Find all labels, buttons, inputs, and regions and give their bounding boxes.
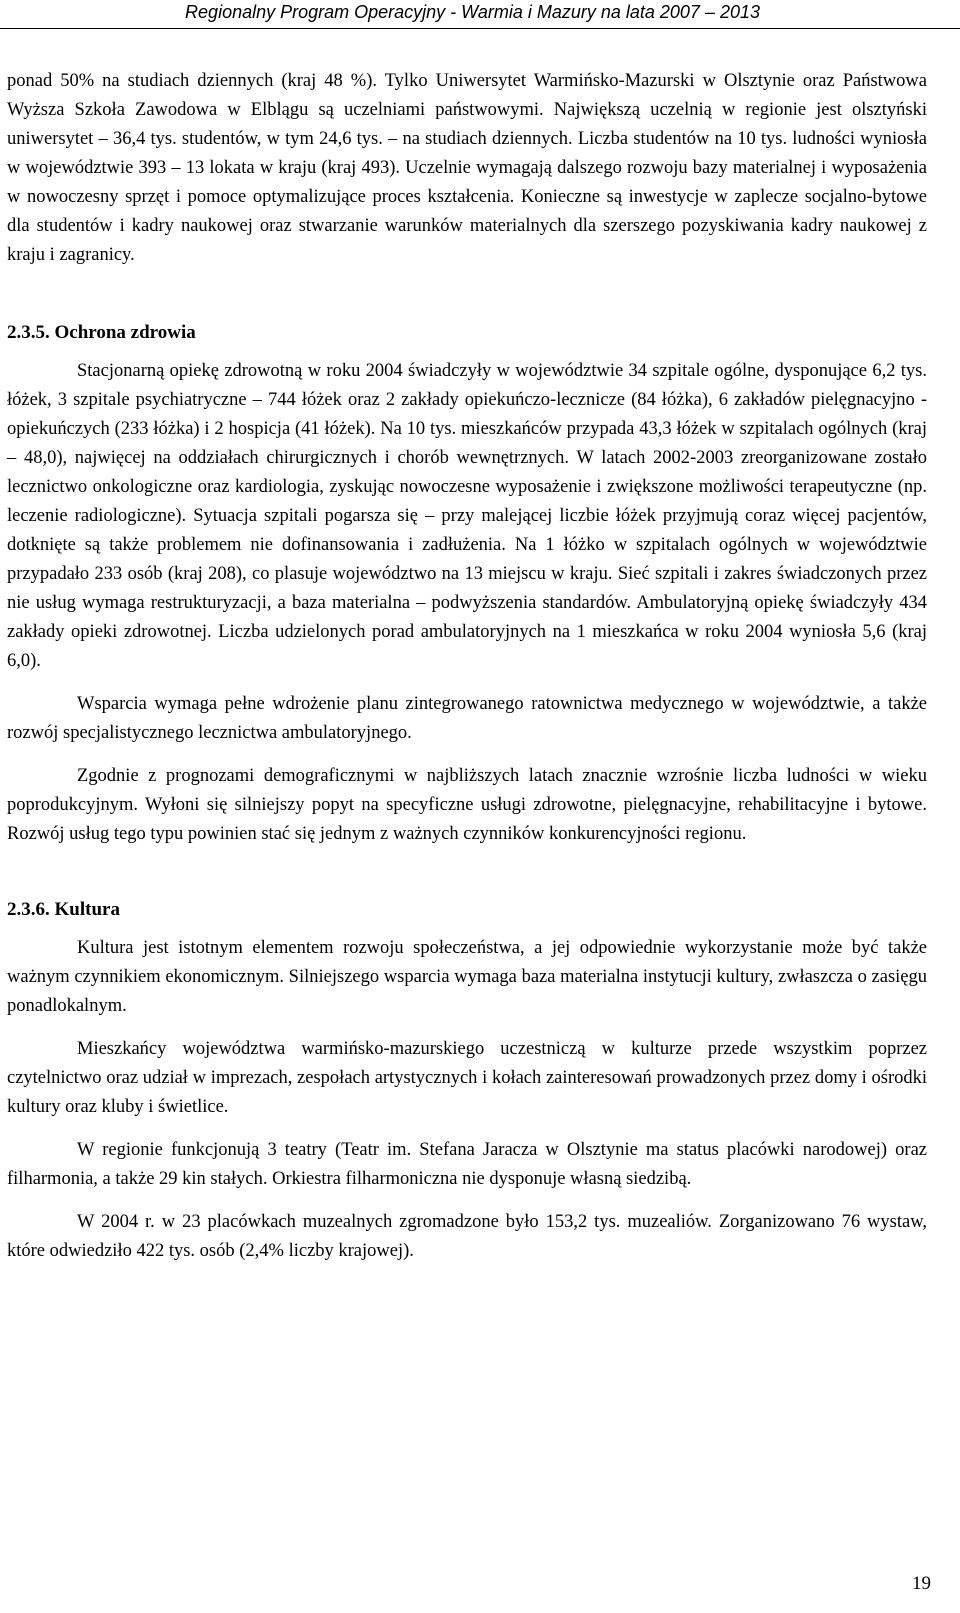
culture-paragraph-3: W regionie funkcjonują 3 teatry (Teatr im. Stefana Jaracza w Olsztynie ma status placówki narodowej) oraz filharmonia, a także 29 kin stałych. Orkiestra filharmoniczna nie dysponuje własną siedzibą.: [7, 1140, 927, 1189]
section-heading-culture: [7, 895, 927, 924]
header-divider: [0, 28, 960, 29]
culture-paragraph-2: Mieszkańcy województwa warmińsko-mazurskiego uczestniczą w kulturze przede wszystkim poprzez czytelnictwo oraz udział w imprezach, zespołach artystycznych i kołach zainteresowań prowadzonych przez domy i ośrodki kultury oraz kluby i świetlice.: [7, 1039, 927, 1117]
section-number: 2.3.5.: [7, 322, 50, 343]
section-number: 2.3.6.: [7, 899, 50, 920]
section-title: Kultura: [54, 899, 120, 920]
running-header: Regionalny Program Operacyjny - Warmia i Mazury na lata 2007 – 2013: [185, 2, 760, 22]
intro-paragraph: ponad 50% na studiach dziennych (kraj 48 %). Tylko Uniwersytet Warmińsko-Mazurski w Olsztynie oraz Państwowa Wyższa Szkoła Zawodowa w Elblągu są uczelniami państwowymi. Największą uczelnią w regionie jest olsztyński uniwersytet – 36,4 tys. studentów, w tym 24,6 tys. – na studiach dziennych. Liczba studentów na 10 tys. ludności wyniosła w województwie 393 – 13 lokata w kraju (kraj 493). Uczelnie wymagają dalszego rozwoju bazy materialnej i wyposażenia w nowoczesny sprzęt i pomoce optymalizujące proces kształcenia. Konieczne są inwestycje w zaplecze socjalno-bytowe dla studentów i kadry naukowej oraz stwarzanie warunków materialnych dla szerszego pozyskiwania kadry naukowej z kraju i zagranicy.: [7, 71, 927, 265]
health-paragraph-2: Wsparcia wymaga pełne wdrożenie planu zintegrowanego ratownictwa medycznego w województwie, a także rozwój specjalistycznego lecznictwa ambulatoryjnego.: [7, 694, 927, 743]
culture-paragraph-1: Kultura jest istotnym elementem rozwoju społeczeństwa, a jej odpowiednie wykorzystanie może być także ważnym czynnikiem ekonomicznym. Silniejszego wsparcia wymaga baza materialna instytucji kultury, zwłaszcza o zasięgu ponadlokalnym.: [7, 938, 927, 1016]
section-spacer: [7, 849, 927, 895]
health-paragraph-1: Stacjonarną opiekę zdrowotną w roku 2004 świadczyły w województwie 34 szpitale ogólne, dysponujące 6,2 tys. łóżek, 3 szpitale psychiatryczne – 744 łóżek oraz 2 zakłady opiekuńczo-lecznicze (84 łóżka), 6 zakładów pielęgnacyjno - opiekuńczych (233 łóżka) i 2 hospicja (41 łóżek). Na 10 tys. mieszkańców przypada 43,3 łóżek w szpitalach ogólnych (kraj – 48,0), najwięcej na oddziałach chirurgicznych i chorób wewnętrznych. W latach 2002-2003 zreorganizowane zostało lecznictwo onkologiczne oraz kardiologia, zyskując nowoczesne wyposażenie i zwiększone możliwości terapeutyczne (np. leczenie radiologiczne). Sytuacja szpitali pogarsza się – przy malejącej liczbie łóżek przyjmują coraz więcej pacjentów, dotknięte są także problemem nie dofinansowania i zadłużenia. Na 1 łóżko w szpitalach ogólnych w województwie przypadało 233 osób (kraj 208), co plasuje województwo na 13 miejscu w kraju. Sieć szpitali i zakres świadczonych przez nie usług wymaga restrukturyzacji, a baza materialna – podwyższenia standardów. Ambulatoryjną opiekę świadczyły 434 zakłady opieki zdrowotnej. Liczba udzielonych porad ambulatoryjnych na 1 mieszkańca w roku 2004 wyniosła 5,6 (kraj 6,0).: [7, 361, 927, 671]
section-title: Ochrona zdrowia: [54, 322, 196, 343]
heading-spacer: [7, 347, 927, 357]
culture-paragraph-4: W 2004 r. w 23 placówkach muzealnych zgromadzone było 153,2 tys. muzealiów. Zorganizowano 76 wystaw, które odwiedziło 422 tys. osób (2,4% liczby krajowej).: [7, 1212, 927, 1261]
health-paragraph-3: Zgodnie z prognozami demograficznymi w najbliższych latach znacznie wzrośnie liczba ludności w wieku poprodukcyjnym. Wyłoni się silniejszy popyt na specyficzne usługi zdrowotne, pielęgnacyjne, rehabilitacyjne i bytowe. Rozwój usług tego typu powinien stać się jednym z ważnych czynników konkurencyjności regionu.: [7, 766, 927, 844]
page-number: 19: [912, 1573, 931, 1594]
heading-spacer: [7, 924, 927, 934]
page-content: [7, 67, 927, 1266]
section-spacer: [7, 270, 927, 318]
section-heading-health: [7, 318, 927, 347]
